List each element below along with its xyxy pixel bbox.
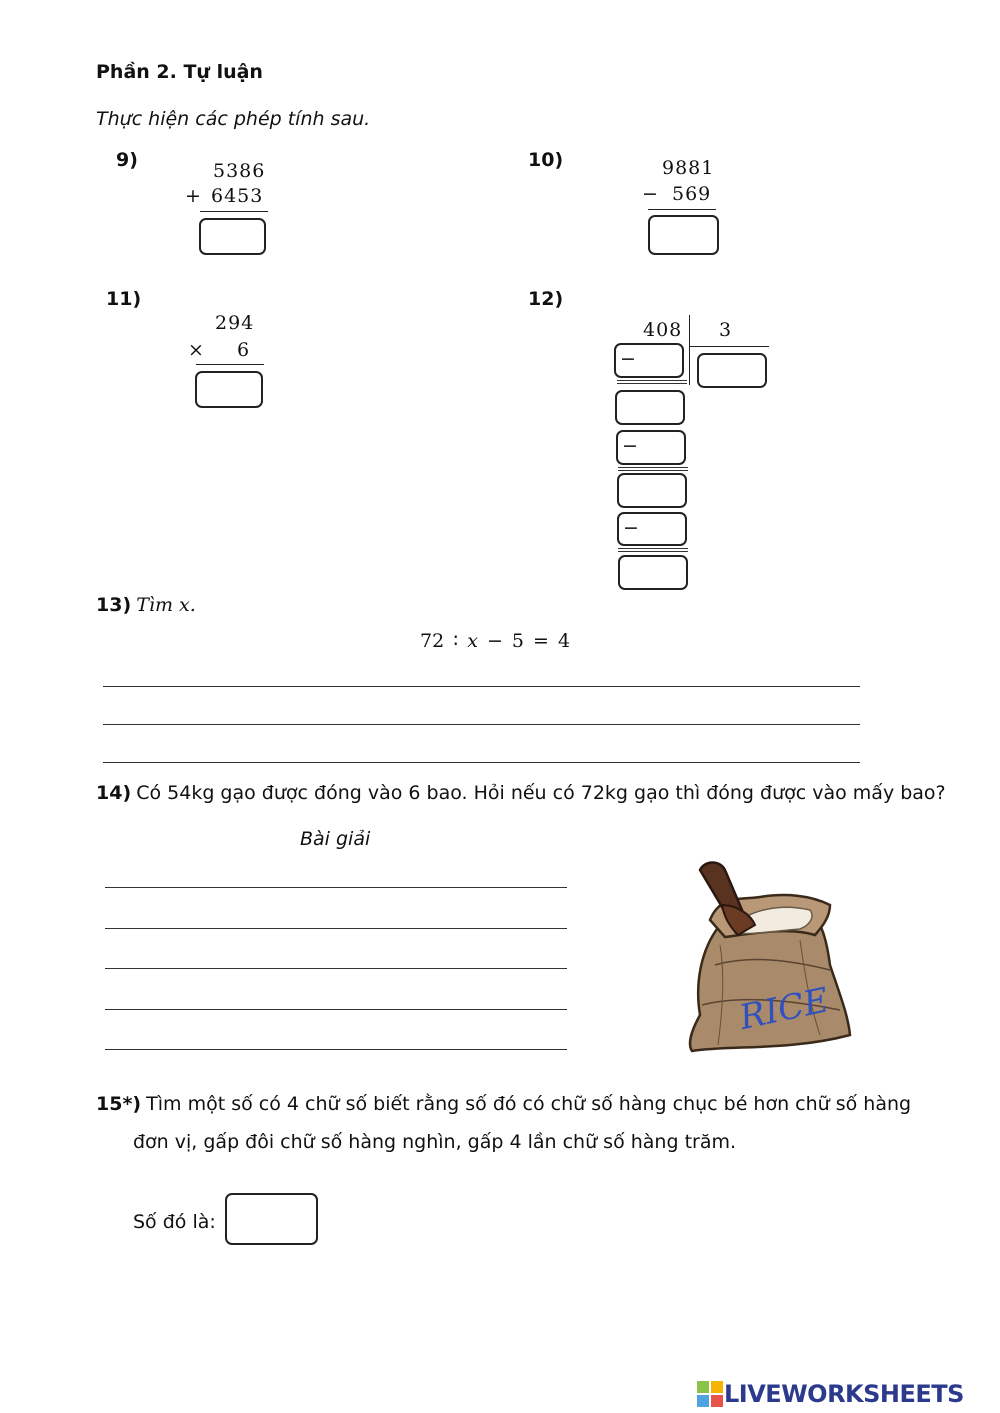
q12-subtract-box-3[interactable] xyxy=(617,512,687,546)
q11-top-number: 294 xyxy=(215,312,255,334)
q11-answer-box[interactable] xyxy=(195,371,263,408)
q9-answer-box[interactable] xyxy=(199,218,266,255)
q11-rule xyxy=(196,364,264,365)
q14-answer-line-3[interactable] xyxy=(105,968,567,969)
q10-label: 10) xyxy=(528,149,564,171)
q12-label: 12) xyxy=(528,288,564,310)
q13-equation: 72 ∶ 𝑥 − 5 = 4 xyxy=(420,630,571,652)
liveworksheets-logo[interactable] xyxy=(697,1380,964,1408)
q14-row xyxy=(96,782,946,804)
q11-label: 11) xyxy=(106,288,142,310)
logo-grid-icon xyxy=(697,1381,723,1407)
q15-line2: đơn vị, gấp đôi chữ số hàng nghìn, gấp 4 lần chữ số hàng trăm. xyxy=(133,1131,737,1153)
q15-answer-label: Số đó là: xyxy=(133,1211,216,1233)
q14-answer-line-5[interactable] xyxy=(105,1049,567,1050)
rice-bag-illustration xyxy=(680,855,860,1055)
q12-remainder-box-1[interactable] xyxy=(615,390,685,425)
q10-rule xyxy=(648,209,716,210)
minus-sign: − xyxy=(620,348,636,370)
q12-division-horizontal-bar xyxy=(689,346,769,347)
q13-label: 13) xyxy=(96,594,132,616)
q12-remainder-box-2[interactable] xyxy=(617,473,687,508)
instruction: Thực hiện các phép tính sau. xyxy=(96,108,371,130)
q12-dividend: 408 xyxy=(643,319,683,341)
q9-bottom-number: 6453 xyxy=(211,185,264,207)
minus-sign: − xyxy=(623,517,639,539)
q12-remainder-box-3[interactable] xyxy=(618,555,688,590)
q14-label: 14) xyxy=(96,782,132,804)
q13-row xyxy=(96,594,196,616)
q11-operator: × xyxy=(188,339,205,361)
q12-subtract-box-2[interactable] xyxy=(616,430,686,465)
q14-answer-line-2[interactable] xyxy=(105,928,567,929)
q15-answer-box[interactable] xyxy=(225,1193,318,1245)
q11-bottom-number: 6 xyxy=(237,339,251,361)
rice-bag-label: RICE xyxy=(735,980,833,1039)
q13-answer-line-1[interactable] xyxy=(103,686,860,687)
q12-divisor: 3 xyxy=(719,319,733,341)
q14-answer-line-4[interactable] xyxy=(105,1009,567,1010)
q12-rule-1 xyxy=(617,380,687,384)
logo-text: LIVEWORKSHEETS xyxy=(724,1380,964,1408)
q10-top-number: 9881 xyxy=(662,157,715,179)
q13-answer-line-2[interactable] xyxy=(103,724,860,725)
q10-bottom-number: 569 xyxy=(672,183,712,205)
q9-operator: + xyxy=(185,185,202,207)
q15-row xyxy=(96,1093,911,1115)
q10-operator: − xyxy=(642,183,659,205)
q12-rule-2 xyxy=(618,467,688,471)
q13-prompt: Tìm 𝑥. xyxy=(136,594,196,616)
q9-label: 9) xyxy=(116,149,138,171)
q15-label: 15*) xyxy=(96,1093,142,1115)
q12-division-vertical-bar xyxy=(689,315,690,385)
q9-top-number: 5386 xyxy=(213,160,266,182)
q14-answer-line-1[interactable] xyxy=(105,887,567,888)
section-title: Phần 2. Tự luận xyxy=(96,61,263,83)
q12-rule-3 xyxy=(618,548,688,552)
q10-answer-box[interactable] xyxy=(648,215,719,255)
q12-quotient-box[interactable] xyxy=(697,353,767,388)
q14-solution-heading: Bài giải xyxy=(300,828,371,850)
q15-line1: Tìm một số có 4 chữ số biết rằng số đó có chữ số hàng chục bé hơn chữ số hàng xyxy=(146,1093,912,1115)
q12-subtract-box-1[interactable] xyxy=(614,343,684,378)
minus-sign: − xyxy=(622,435,638,457)
q14-text: Có 54kg gạo được đóng vào 6 bao. Hỏi nếu có 72kg gạo thì đóng được vào mấy bao? xyxy=(136,782,946,804)
q13-answer-line-3[interactable] xyxy=(103,762,860,763)
q9-rule xyxy=(200,211,268,212)
